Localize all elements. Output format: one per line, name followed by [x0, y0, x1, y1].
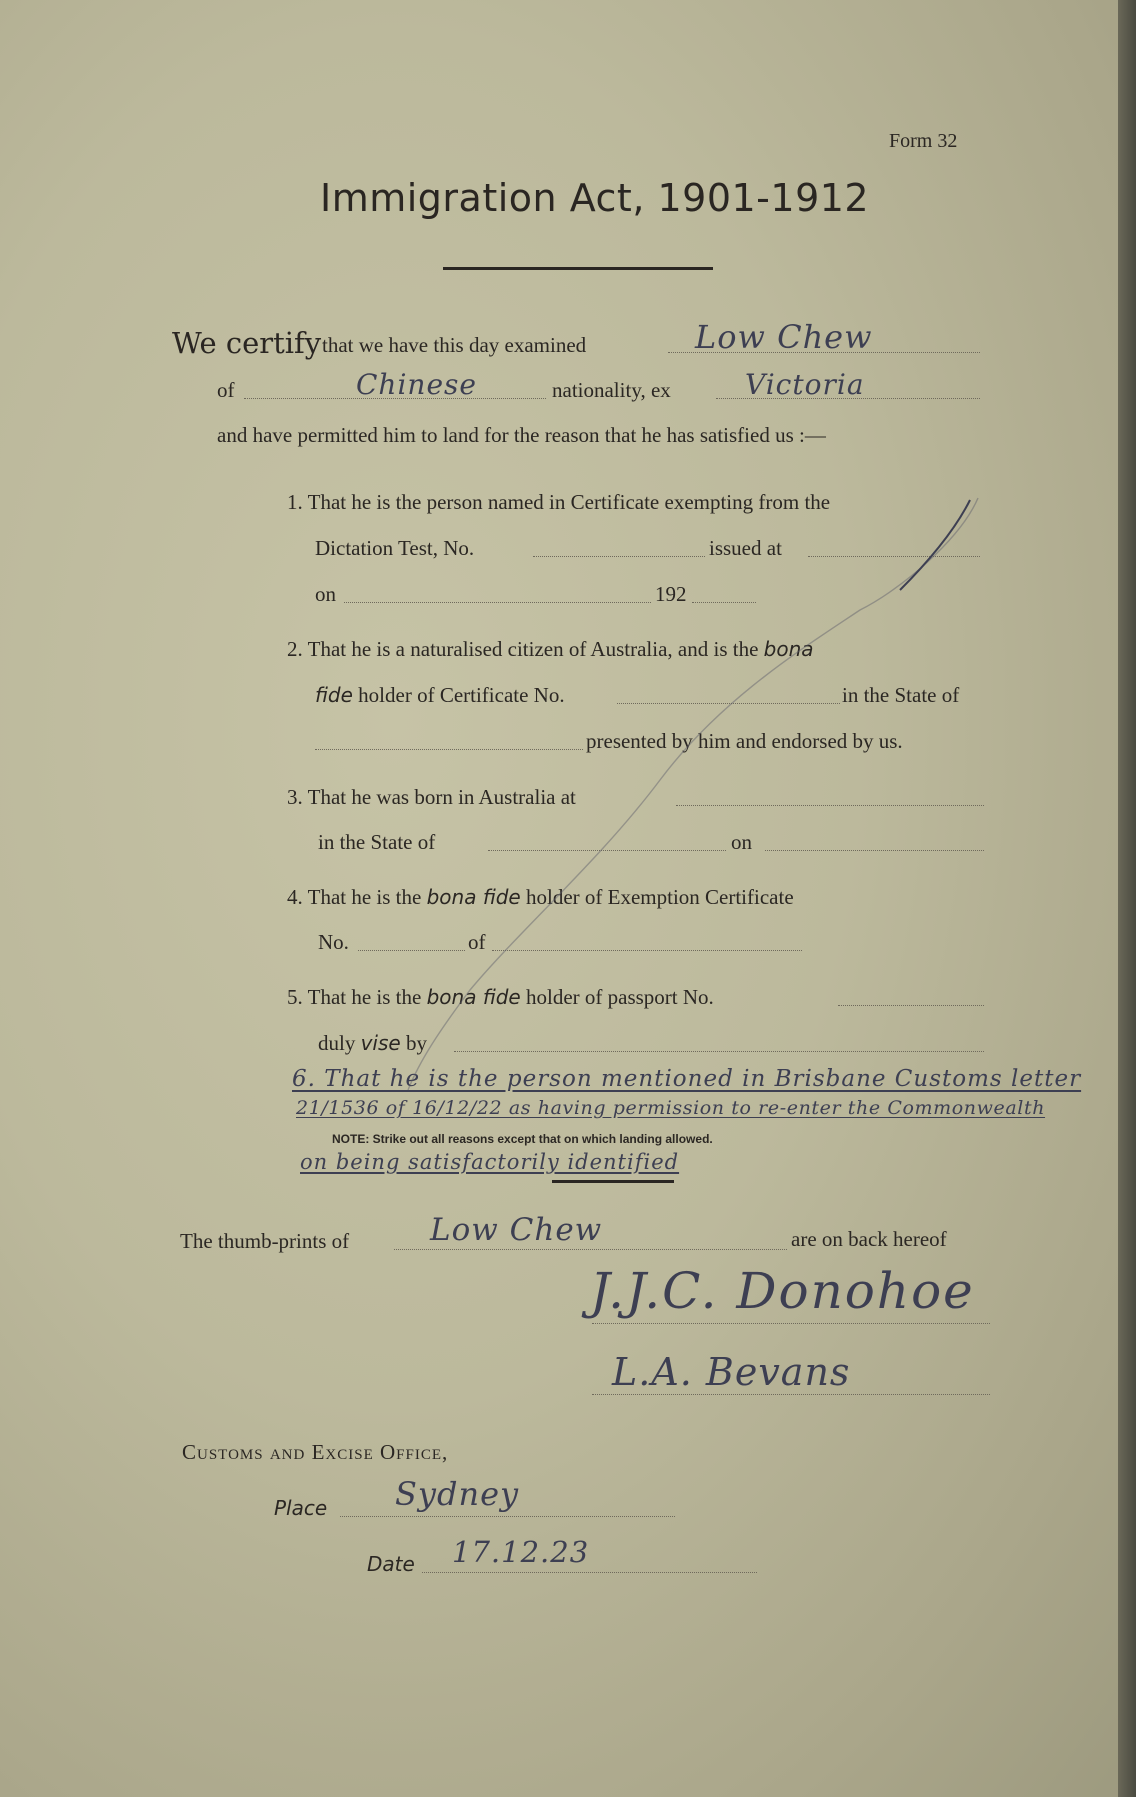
reason-2-fide: fide [315, 683, 353, 707]
form-number: Form 32 [889, 130, 958, 152]
place-label: Place [274, 1496, 328, 1520]
reason-5-holder: holder of passport No. [525, 985, 714, 1009]
reason-3-on: on [731, 830, 752, 854]
reason-4-of: of [468, 930, 486, 954]
thumb-name: Low Chew [430, 1212, 603, 1248]
office-heading: Customs and Excise Office, [182, 1440, 449, 1464]
reason-2-line-3: presented by him and endorsed by us. [586, 729, 903, 753]
strike-line [405, 498, 978, 1090]
of-label: of [217, 378, 235, 402]
permitted-text: and have permitted him to land for the reason that he has satisfied us :— [217, 423, 826, 447]
reason-2-state: in the State of [842, 683, 960, 707]
reason-1-line-1: 1. That he is the person named in Certificate exempting from the [287, 490, 831, 514]
reason-1-dictation: Dictation Test, No. [315, 536, 475, 560]
reason-3-state: in the State of [318, 830, 436, 854]
document-title: Immigration Act, 1901-1912 [320, 176, 870, 220]
examined-name: Low Chew [695, 318, 873, 356]
thumb-label: The thumb-prints of [180, 1229, 350, 1253]
reason-4-text: 4. That he is the [287, 885, 422, 909]
signature-1: J.J.C. Donohoe [590, 1262, 975, 1320]
reason-1-on: on [315, 582, 336, 606]
thumb-suffix: are on back hereof [791, 1227, 947, 1251]
nationality-label: nationality, ex [552, 378, 671, 402]
reason-5-by: by [405, 1031, 427, 1055]
reason-5-vise: vise [360, 1031, 401, 1055]
date-label: Date [367, 1552, 415, 1576]
reason-2-holder: holder of Certificate No. [358, 683, 565, 707]
reason-6-hand-line-3: on being satisfactorily identified [300, 1150, 680, 1174]
signature-2: L.A. Bevans [612, 1350, 851, 1394]
reason-5-bona-fide: bona fide [426, 985, 521, 1009]
nationality-value: Chinese [356, 368, 477, 401]
reason-4-holder: holder of Exemption Certificate [525, 885, 794, 909]
strike-note: NOTE: Strike out all reasons except that on which landing allowed. [332, 1132, 713, 1146]
reason-4-no: No. [318, 930, 349, 954]
reason-6-hand-line-2: 21/1536 of 16/12/22 as having permission to re-enter the Commonwealth [296, 1097, 1046, 1119]
reason-2-text: 2. That he is a naturalised citizen of Australia, and is the [287, 637, 759, 661]
reason-6-hand-line-1: 6. That he is the person mentioned in Brisbane Customs letter [292, 1066, 1082, 1092]
reason-2-bona: bona [763, 637, 814, 661]
reason-1-year: 192 [655, 582, 687, 606]
ship-value: Victoria [745, 368, 865, 401]
reason-3-line-1: 3. That he was born in Australia at [287, 785, 576, 809]
reason-1-issued: issued at [709, 536, 782, 560]
certify-text: that we have this day examined [322, 333, 587, 357]
reason-4-bona-fide: bona fide [426, 885, 521, 909]
scan-edge [1118, 0, 1136, 1797]
reason-5-duly: duly [318, 1031, 356, 1055]
certify-lead: We certify [172, 326, 322, 360]
date-value: 17.12.23 [452, 1535, 590, 1569]
reason-5-text: 5. That he is the [287, 985, 422, 1009]
place-value: Sydney [395, 1475, 520, 1513]
